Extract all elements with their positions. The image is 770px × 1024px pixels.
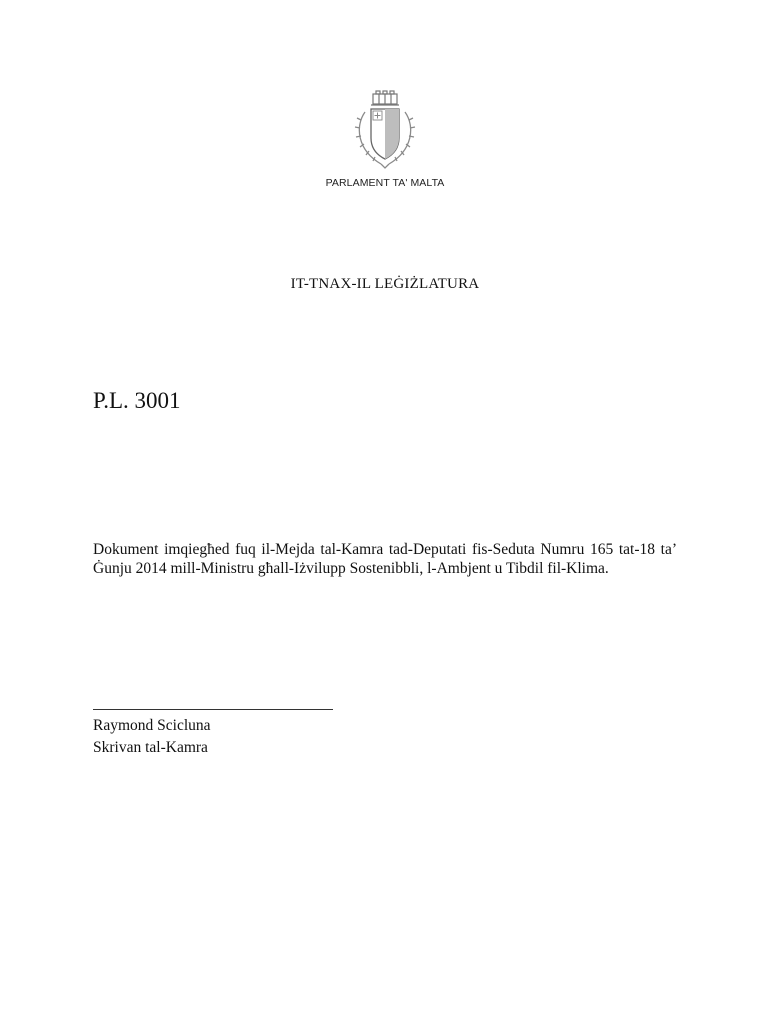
parliament-caption: PARLAMENT TA' MALTA — [325, 177, 445, 189]
parliament-of-malta-crest-icon — [351, 90, 419, 172]
signature-line — [93, 709, 333, 710]
signatory-name: Raymond Scicluna — [93, 717, 211, 734]
signatory-title: Skrivan tal-Kamra — [93, 739, 208, 756]
parliament-header — [305, 90, 465, 200]
document-description: Dokument imqiegħed fuq il-Mejda tal-Kamra tad-Deputati fis-Seduta Numru 165 tat-18 ta’ Ġunju 2014 mill-Ministru għall-Iżvilupp Sostenibbli, l-Ambjent u Tibdil fil-Klima. — [93, 541, 677, 577]
document-number: P.L. 3001 — [93, 388, 181, 413]
legislature-heading: IT-TNAX-IL LEĠIŻLATURA — [290, 276, 480, 292]
